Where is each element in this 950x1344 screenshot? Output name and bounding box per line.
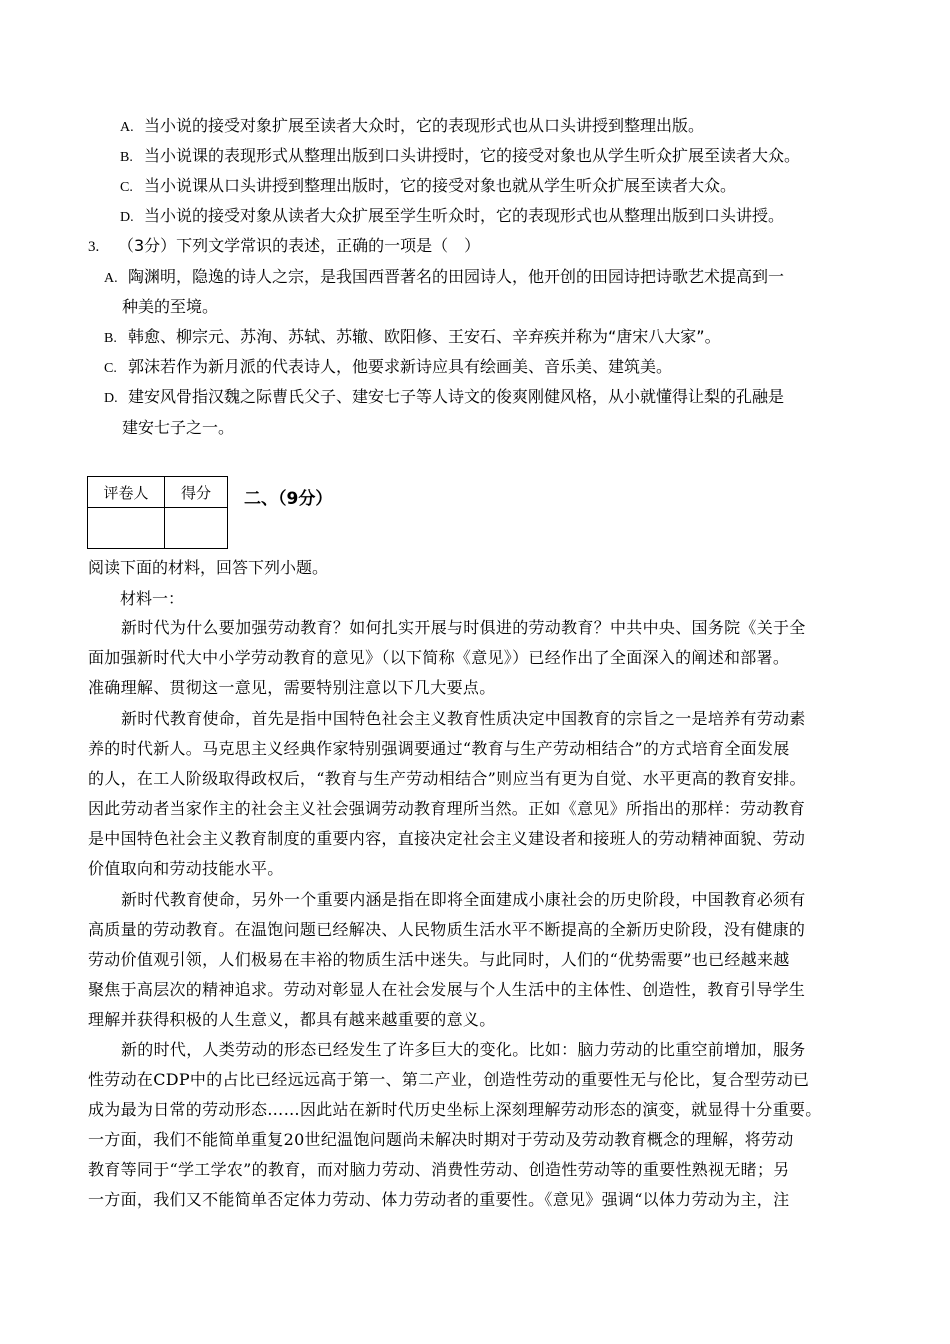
option-text: 建安七子之一。	[122, 418, 235, 437]
score-cell[interactable]	[165, 508, 228, 549]
q2-option-c	[120, 175, 736, 199]
passage-line: 一方面，我们不能简单重复20世纪温饱问题尚未解决时期对于劳动及劳动教育概念的理解，将劳动	[88, 1130, 794, 1149]
q3-option-a-cont	[122, 296, 218, 318]
q2-option-d	[120, 205, 784, 229]
option-text: 当小说课的表现形式从整理出版到口头讲授时，它的接受对象也从学生听众扩展至读者大众。	[144, 146, 801, 165]
q3-option-d-cont	[122, 417, 234, 439]
option-text: 建安风骨指汉魏之际曹氏父子、建安七子等人诗文的俊爽刚健风格，从小就懂得让梨的孔融是	[128, 387, 785, 406]
q2-option-b	[120, 145, 800, 169]
section-instruction: 阅读下面的材料，回答下列小题。	[88, 558, 329, 577]
question-number: 3.	[88, 239, 100, 255]
passage-line: 新时代教育使命，另外一个重要内涵是指在即将全面建成小康社会的历史阶段，中国教育必须有	[121, 890, 806, 909]
q3-option-c	[104, 356, 672, 380]
option-letter: A.	[104, 271, 118, 286]
reviewer-cell[interactable]	[88, 508, 165, 549]
q3-option-d	[104, 386, 784, 410]
option-letter: A.	[120, 120, 134, 135]
option-letter: D.	[120, 210, 134, 225]
material-label: 材料一：	[120, 589, 185, 608]
passage-line: 聚焦于高层次的精神追求。劳动对彰显人在社会发展与个人生活中的主体性、创造性，教育引导学生	[88, 980, 806, 999]
option-text: 陶渊明，隐逸的诗人之宗，是我国西晋著名的田园诗人，他开创的田园诗把诗歌艺术提高到一	[128, 267, 785, 286]
option-letter: C.	[104, 361, 117, 376]
option-letter: D.	[104, 391, 118, 406]
reviewer-header: 评卷人	[88, 477, 165, 508]
option-letter: B.	[104, 331, 117, 346]
passage-line: 一方面，我们又不能简单否定体力劳动、体力劳动者的重要性。《意见》强调“以体力劳动为主，注	[88, 1190, 790, 1209]
option-text: 种美的至境。	[122, 297, 219, 316]
option-text: 韩愈、柳宗元、苏洵、苏轼、苏辙、欧阳修、王安石、辛弃疾并称为“唐宋八大家”。	[128, 327, 721, 346]
passage-line: 成为最为日常的劳动形态……因此站在新时代历史坐标上深刻理解劳动形态的演变，就显得十分重要。	[88, 1100, 822, 1119]
passage-line: 理解并获得积极的人生意义，都具有越来越重要的意义。	[88, 1010, 496, 1029]
passage-line: 养的时代新人。马克思主义经典作家特别强调要通过“教育与生产劳动相结合”的方式培育全面发展	[88, 739, 790, 758]
q3-option-b	[104, 326, 721, 350]
passage-line: 新时代为什么要加强劳动教育？如何扎实开展与时俱进的劳动教育？中共中央、国务院《关于全	[121, 618, 806, 637]
passage-line: 价值取向和劳动技能水平。	[88, 859, 284, 878]
passage-line: 高质量的劳动教育。在温饱问题已经解决、人民物质生活水平不断提高的全新历史阶段，没有健康的	[88, 920, 806, 939]
option-text: 当小说课从口头讲授到整理出版时，它的接受对象也就从学生听众扩展至读者大众。	[144, 176, 737, 195]
option-letter: B.	[120, 150, 133, 165]
score-header: 得分	[165, 477, 228, 508]
option-letter: C.	[120, 180, 133, 195]
section-title: 二、（9分）	[244, 489, 333, 509]
question-text: （3分）下列文学常识的表述，正确的一项是（ ）	[118, 236, 481, 255]
option-text: 当小说的接受对象扩展至读者大众时，它的表现形式也从口头讲授到整理出版。	[144, 116, 705, 135]
passage-line: 教育等同于“学工学农”的教育，而对脑力劳动、消费性劳动、创造性劳动等的重要性熟视无睹；另	[88, 1160, 790, 1179]
passage-line: 性劳动在CDP中的占比已经远远高于第一、第二产业，创造性劳动的重要性无与伦比，复合型劳动已	[88, 1070, 810, 1089]
passage-line: 准确理解、贯彻这一意见，需要特别注意以下几大要点。	[88, 678, 496, 697]
q3-option-a	[104, 266, 784, 290]
passage-line: 劳动价值观引领，人们极易在丰裕的物质生活中迷失。与此同时，人们的“优势需要”也已经越来越	[88, 950, 790, 969]
score-table	[87, 476, 228, 549]
q2-option-a	[120, 115, 704, 139]
option-text: 当小说的接受对象从读者大众扩展至学生听众时，它的表现形式也从整理出版到口头讲授。	[144, 206, 785, 225]
q3-stem	[88, 235, 480, 258]
passage-line: 是中国特色社会主义教育制度的重要内容，直接决定社会主义建设者和接班人的劳动精神面貌、劳动	[88, 829, 806, 848]
passage-line: 的人，在工人阶级取得政权后，“教育与生产劳动相结合”则应当有更为自觉、水平更高的教育安排。	[88, 769, 806, 788]
option-text: 郭沫若作为新月派的代表诗人，他要求新诗应具有绘画美、音乐美、建筑美。	[128, 357, 673, 376]
passage-line: 因此劳动者当家作主的社会主义社会强调劳动教育理所当然。正如《意见》所指出的那样：劳动教育	[88, 799, 806, 818]
passage-line: 面加强新时代大中小学劳动教育的意见》（以下简称《意见》）已经作出了全面深入的阐述和部署。	[88, 648, 790, 667]
passage-line: 新时代教育使命，首先是指中国特色社会主义教育性质决定中国教育的宗旨之一是培养有劳动素	[121, 709, 806, 728]
passage-line: 新的时代，人类劳动的形态已经发生了许多巨大的变化。比如：脑力劳动的比重空前增加，服务	[121, 1040, 806, 1059]
